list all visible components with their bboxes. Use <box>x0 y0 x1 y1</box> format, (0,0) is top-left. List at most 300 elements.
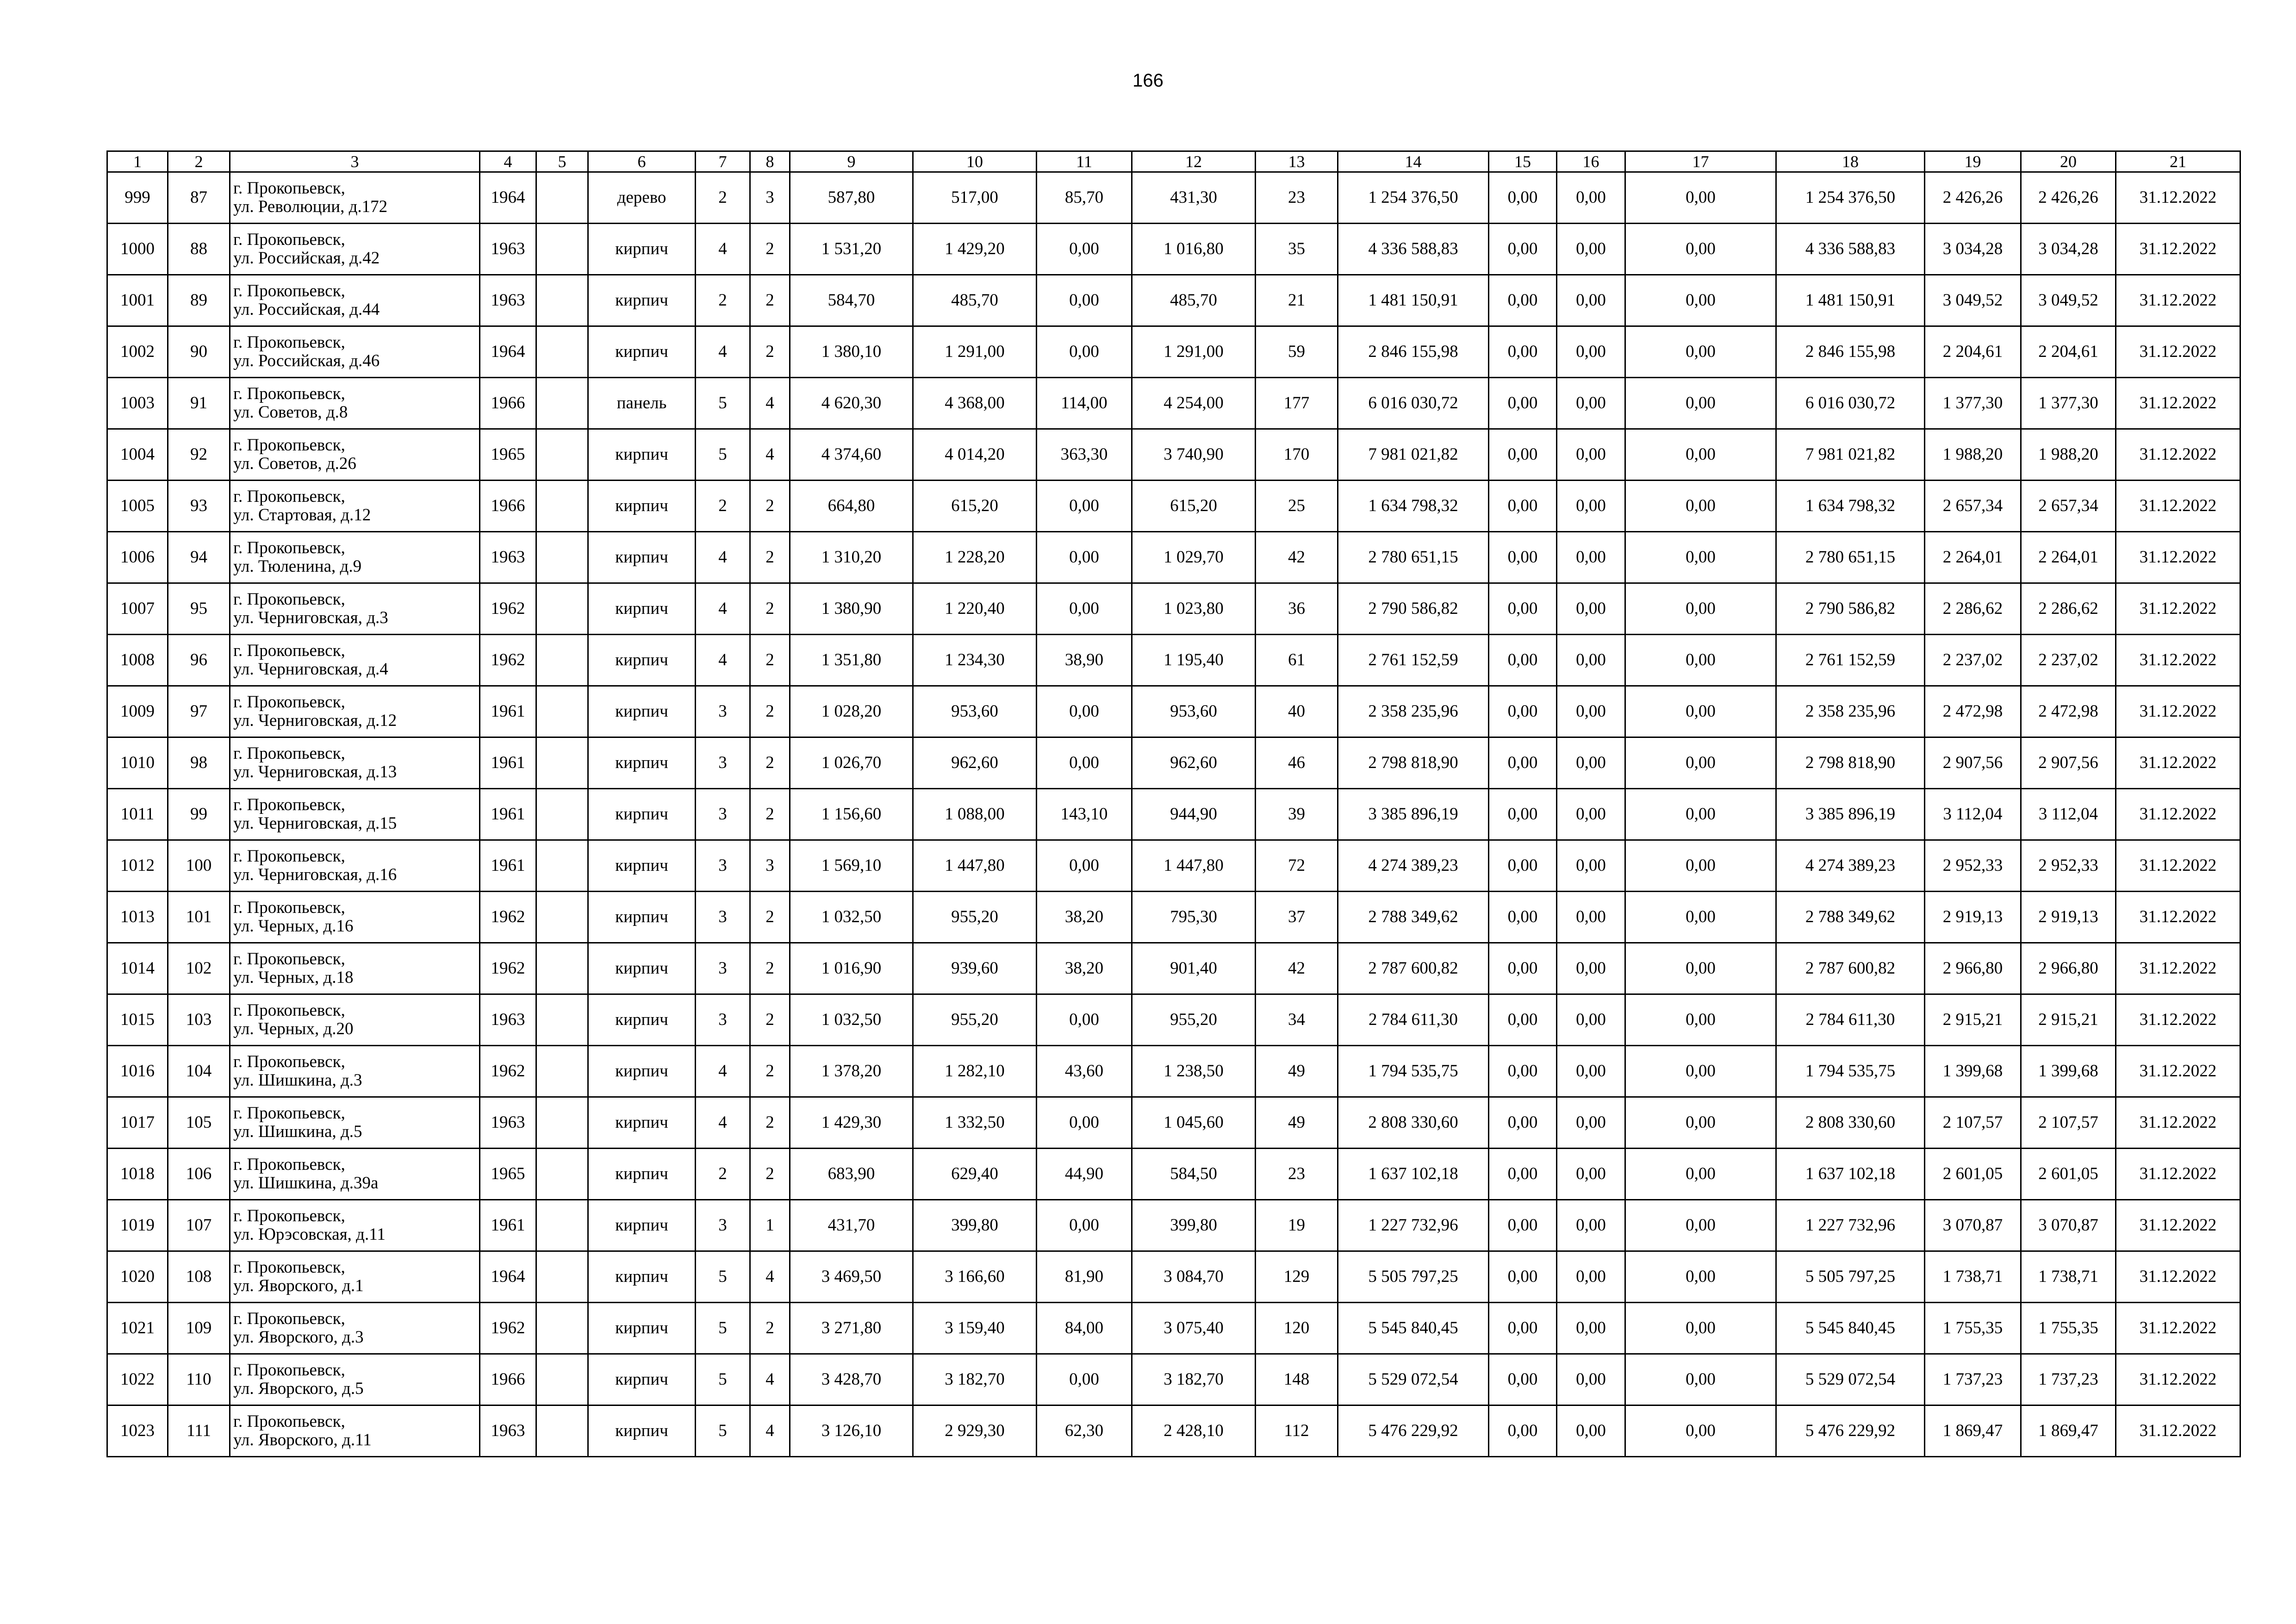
cell-idx: 107 <box>168 1200 230 1251</box>
cell-floors: 4 <box>696 224 750 275</box>
column-header-9: 9 <box>790 151 913 172</box>
column-header-19: 19 <box>1925 151 2021 172</box>
cell-entrances: 2 <box>750 1097 790 1149</box>
cell-entrances: 2 <box>750 943 790 994</box>
cell-c5 <box>536 943 588 994</box>
cell-year: 1963 <box>480 224 536 275</box>
cell-area-total: 1 016,90 <box>790 943 913 994</box>
cell-idx: 91 <box>168 378 230 429</box>
cell-material: кирпич <box>588 224 696 275</box>
cell-unit-cost: 2 601,05 <box>1925 1149 2021 1200</box>
cell-no: 1002 <box>107 326 168 378</box>
cell-cost-owners: 2 788 349,62 <box>1776 892 1925 943</box>
cell-area-nonres: 0,00 <box>1037 1097 1132 1149</box>
cell-c15: 0,00 <box>1489 378 1557 429</box>
address-city: г. Прокопьевск, <box>233 1412 345 1431</box>
table-row <box>107 172 2240 224</box>
cell-idx: 89 <box>168 275 230 326</box>
address-city: г. Прокопьевск, <box>233 436 345 455</box>
cell-c16: 0,00 <box>1557 583 1625 635</box>
address-street: ул. Российская, д.46 <box>233 351 380 370</box>
address-city: г. Прокопьевск, <box>233 333 345 352</box>
cell-material: кирпич <box>588 532 696 583</box>
column-header-12: 12 <box>1132 151 1256 172</box>
cell-c16: 0,00 <box>1557 326 1625 378</box>
cell-residents: 46 <box>1256 737 1338 789</box>
cell-unit-cost: 1 377,30 <box>1925 378 2021 429</box>
cell-material: кирпич <box>588 1251 696 1303</box>
address-city: г. Прокопьевск, <box>233 949 345 968</box>
cell-year: 1965 <box>480 1149 536 1200</box>
cell-area-nonres: 38,20 <box>1037 943 1132 994</box>
cell-area-total: 431,70 <box>790 1200 913 1251</box>
cell-area-premises: 955,20 <box>913 892 1037 943</box>
cell-unit-cost: 2 472,98 <box>1925 686 2021 737</box>
cell-no: 1023 <box>107 1405 168 1457</box>
cell-area-premises: 399,80 <box>913 1200 1037 1251</box>
cell-entrances: 2 <box>750 532 790 583</box>
cell-residents: 34 <box>1256 994 1338 1046</box>
cell-floors: 3 <box>696 789 750 840</box>
cell-c15: 0,00 <box>1489 429 1557 481</box>
cell-year: 1964 <box>480 172 536 224</box>
cell-idx: 102 <box>168 943 230 994</box>
cell-cost-total: 6 016 030,72 <box>1338 378 1489 429</box>
cell-address <box>230 429 480 481</box>
cell-floors: 5 <box>696 429 750 481</box>
cell-unit-cost-max: 2 286,62 <box>2021 583 2116 635</box>
cell-year: 1963 <box>480 275 536 326</box>
cell-c15: 0,00 <box>1489 1251 1557 1303</box>
cell-c17: 0,00 <box>1625 1354 1776 1405</box>
cell-area-nonres: 0,00 <box>1037 583 1132 635</box>
column-header-15: 15 <box>1489 151 1557 172</box>
cell-area-nonres: 0,00 <box>1037 481 1132 532</box>
cell-year: 1962 <box>480 1046 536 1097</box>
address-city: г. Прокопьевск, <box>233 1361 345 1380</box>
cell-address <box>230 172 480 224</box>
cell-unit-cost-max: 2 907,56 <box>2021 737 2116 789</box>
cell-residents: 25 <box>1256 481 1338 532</box>
cell-entrances: 2 <box>750 994 790 1046</box>
address-street: ул. Тюленина, д.9 <box>233 557 362 576</box>
cell-unit-cost-max: 2 915,21 <box>2021 994 2116 1046</box>
cell-floors: 3 <box>696 943 750 994</box>
cell-cost-total: 5 545 840,45 <box>1338 1303 1489 1354</box>
cell-residents: 40 <box>1256 686 1338 737</box>
cell-no: 1022 <box>107 1354 168 1405</box>
cell-deadline: 31.12.2022 <box>2116 429 2240 481</box>
cell-floors: 4 <box>696 1097 750 1149</box>
address-street: ул. Шишкина, д.39а <box>233 1174 379 1193</box>
cell-address <box>230 892 480 943</box>
cell-floors: 3 <box>696 737 750 789</box>
cell-c15: 0,00 <box>1489 635 1557 686</box>
cell-deadline: 31.12.2022 <box>2116 326 2240 378</box>
cell-area-premises: 1 447,80 <box>913 840 1037 892</box>
cell-no: 1003 <box>107 378 168 429</box>
cell-unit-cost: 1 399,68 <box>1925 1046 2021 1097</box>
cell-deadline: 31.12.2022 <box>2116 378 2240 429</box>
cell-deadline: 31.12.2022 <box>2116 1405 2240 1457</box>
cell-entrances: 3 <box>750 172 790 224</box>
cell-c17: 0,00 <box>1625 737 1776 789</box>
cell-entrances: 3 <box>750 840 790 892</box>
cell-area-nonres: 0,00 <box>1037 994 1132 1046</box>
cell-area-total: 683,90 <box>790 1149 913 1200</box>
column-header-1: 1 <box>107 151 168 172</box>
cell-area-nonres: 143,10 <box>1037 789 1132 840</box>
address-city: г. Прокопьевск, <box>233 1258 345 1277</box>
cell-unit-cost-max: 2 657,34 <box>2021 481 2116 532</box>
cell-deadline: 31.12.2022 <box>2116 224 2240 275</box>
cell-unit-cost-max: 3 112,04 <box>2021 789 2116 840</box>
cell-year: 1963 <box>480 532 536 583</box>
cell-residents: 35 <box>1256 224 1338 275</box>
cell-c15: 0,00 <box>1489 892 1557 943</box>
cell-cost-owners: 2 790 586,82 <box>1776 583 1925 635</box>
cell-material: кирпич <box>588 1046 696 1097</box>
table-header <box>107 151 2240 172</box>
cell-cost-total: 1 637 102,18 <box>1338 1149 1489 1200</box>
cell-area-premises: 4 014,20 <box>913 429 1037 481</box>
cell-area-res: 944,90 <box>1132 789 1256 840</box>
cell-cost-owners: 2 780 651,15 <box>1776 532 1925 583</box>
cell-unit-cost: 2 107,57 <box>1925 1097 2021 1149</box>
cell-cost-total: 7 981 021,82 <box>1338 429 1489 481</box>
cell-entrances: 4 <box>750 1251 790 1303</box>
cell-deadline: 31.12.2022 <box>2116 1251 2240 1303</box>
cell-entrances: 2 <box>750 1046 790 1097</box>
column-header-13: 13 <box>1256 151 1338 172</box>
address-street: ул. Российская, д.42 <box>233 249 380 268</box>
cell-unit-cost-max: 3 049,52 <box>2021 275 2116 326</box>
cell-cost-owners: 2 846 155,98 <box>1776 326 1925 378</box>
column-header-14: 14 <box>1338 151 1489 172</box>
cell-c16: 0,00 <box>1557 481 1625 532</box>
cell-material: кирпич <box>588 943 696 994</box>
cell-area-nonres: 0,00 <box>1037 1354 1132 1405</box>
cell-cost-owners: 1 227 732,96 <box>1776 1200 1925 1251</box>
cell-entrances: 4 <box>750 378 790 429</box>
address-city: г. Прокопьевск, <box>233 693 345 712</box>
cell-idx: 90 <box>168 326 230 378</box>
cell-floors: 2 <box>696 172 750 224</box>
cell-cost-owners: 2 358 235,96 <box>1776 686 1925 737</box>
column-header-20: 20 <box>2021 151 2116 172</box>
address-street: ул. Черниговская, д.13 <box>233 762 397 781</box>
cell-area-total: 1 380,10 <box>790 326 913 378</box>
address-city: г. Прокопьевск, <box>233 384 345 403</box>
cell-unit-cost: 3 049,52 <box>1925 275 2021 326</box>
cell-floors: 3 <box>696 892 750 943</box>
column-header-16: 16 <box>1557 151 1625 172</box>
cell-c15: 0,00 <box>1489 224 1557 275</box>
cell-c15: 0,00 <box>1489 583 1557 635</box>
cell-cost-owners: 1 637 102,18 <box>1776 1149 1925 1200</box>
cell-year: 1961 <box>480 737 536 789</box>
cell-unit-cost: 2 657,34 <box>1925 481 2021 532</box>
cell-no: 999 <box>107 172 168 224</box>
address-street: ул. Революции, д.172 <box>233 197 388 216</box>
cell-c16: 0,00 <box>1557 172 1625 224</box>
cell-unit-cost: 1 869,47 <box>1925 1405 2021 1457</box>
cell-unit-cost: 2 264,01 <box>1925 532 2021 583</box>
cell-idx: 96 <box>168 635 230 686</box>
cell-c15: 0,00 <box>1489 1149 1557 1200</box>
cell-residents: 72 <box>1256 840 1338 892</box>
cell-c5 <box>536 429 588 481</box>
cell-unit-cost: 2 907,56 <box>1925 737 2021 789</box>
cell-area-res: 4 254,00 <box>1132 378 1256 429</box>
cell-c17: 0,00 <box>1625 275 1776 326</box>
cell-c16: 0,00 <box>1557 532 1625 583</box>
column-header-17: 17 <box>1625 151 1776 172</box>
cell-c16: 0,00 <box>1557 789 1625 840</box>
cell-c16: 0,00 <box>1557 1303 1625 1354</box>
cell-c5 <box>536 172 588 224</box>
cell-area-nonres: 0,00 <box>1037 840 1132 892</box>
cell-unit-cost: 1 737,23 <box>1925 1354 2021 1405</box>
cell-year: 1966 <box>480 481 536 532</box>
address-street: ул. Черниговская, д.15 <box>233 814 397 833</box>
cell-cost-owners: 6 016 030,72 <box>1776 378 1925 429</box>
cell-entrances: 4 <box>750 429 790 481</box>
cell-unit-cost: 2 966,80 <box>1925 943 2021 994</box>
cell-area-res: 615,20 <box>1132 481 1256 532</box>
table-row <box>107 532 2240 583</box>
cell-area-res: 3 084,70 <box>1132 1251 1256 1303</box>
cell-cost-total: 2 846 155,98 <box>1338 326 1489 378</box>
cell-deadline: 31.12.2022 <box>2116 583 2240 635</box>
cell-address <box>230 275 480 326</box>
cell-residents: 148 <box>1256 1354 1338 1405</box>
address-city: г. Прокопьевск, <box>233 590 345 609</box>
cell-address <box>230 1354 480 1405</box>
cell-unit-cost: 2 915,21 <box>1925 994 2021 1046</box>
cell-area-total: 3 126,10 <box>790 1405 913 1457</box>
address-street: ул. Юрэсовская, д.11 <box>233 1225 386 1244</box>
cell-unit-cost: 3 034,28 <box>1925 224 2021 275</box>
cell-c15: 0,00 <box>1489 1046 1557 1097</box>
cell-c5 <box>536 1251 588 1303</box>
cell-no: 1007 <box>107 583 168 635</box>
cell-c17: 0,00 <box>1625 789 1776 840</box>
cell-address <box>230 635 480 686</box>
cell-area-res: 1 016,80 <box>1132 224 1256 275</box>
cell-c5 <box>536 1200 588 1251</box>
cell-material: кирпич <box>588 840 696 892</box>
cell-area-nonres: 81,90 <box>1037 1251 1132 1303</box>
cell-c5 <box>536 635 588 686</box>
cell-material: кирпич <box>588 1097 696 1149</box>
table-row <box>107 789 2240 840</box>
cell-address <box>230 686 480 737</box>
cell-entrances: 4 <box>750 1354 790 1405</box>
cell-year: 1964 <box>480 1251 536 1303</box>
table-row <box>107 1354 2240 1405</box>
cell-c17: 0,00 <box>1625 1251 1776 1303</box>
cell-address <box>230 326 480 378</box>
cell-deadline: 31.12.2022 <box>2116 1149 2240 1200</box>
page-number: 166 <box>1132 70 1164 91</box>
cell-area-premises: 517,00 <box>913 172 1037 224</box>
cell-floors: 4 <box>696 532 750 583</box>
cell-deadline: 31.12.2022 <box>2116 635 2240 686</box>
cell-c5 <box>536 1149 588 1200</box>
cell-area-nonres: 43,60 <box>1037 1046 1132 1097</box>
cell-address <box>230 583 480 635</box>
cell-idx: 100 <box>168 840 230 892</box>
cell-c5 <box>536 481 588 532</box>
cell-floors: 4 <box>696 583 750 635</box>
cell-cost-owners: 4 274 389,23 <box>1776 840 1925 892</box>
cell-idx: 94 <box>168 532 230 583</box>
cell-c5 <box>536 840 588 892</box>
table-row <box>107 481 2240 532</box>
cell-area-res: 795,30 <box>1132 892 1256 943</box>
cell-residents: 23 <box>1256 1149 1338 1200</box>
address-city: г. Прокопьевск, <box>233 898 345 917</box>
cell-no: 1018 <box>107 1149 168 1200</box>
cell-entrances: 2 <box>750 635 790 686</box>
cell-material: кирпич <box>588 583 696 635</box>
cell-c5 <box>536 892 588 943</box>
cell-entrances: 2 <box>750 737 790 789</box>
cell-deadline: 31.12.2022 <box>2116 481 2240 532</box>
cell-area-premises: 1 220,40 <box>913 583 1037 635</box>
cell-entrances: 2 <box>750 1149 790 1200</box>
cell-idx: 99 <box>168 789 230 840</box>
cell-area-res: 1 238,50 <box>1132 1046 1256 1097</box>
address-street: ул. Стартовая, д.12 <box>233 506 371 525</box>
cell-material: дерево <box>588 172 696 224</box>
cell-idx: 98 <box>168 737 230 789</box>
cell-no: 1012 <box>107 840 168 892</box>
cell-area-res: 1 023,80 <box>1132 583 1256 635</box>
cell-year: 1961 <box>480 1200 536 1251</box>
cell-c16: 0,00 <box>1557 1405 1625 1457</box>
address-street: ул. Российская, д.44 <box>233 300 380 319</box>
cell-cost-total: 2 788 349,62 <box>1338 892 1489 943</box>
cell-year: 1961 <box>480 789 536 840</box>
cell-cost-total: 1 254 376,50 <box>1338 172 1489 224</box>
cell-c17: 0,00 <box>1625 1303 1776 1354</box>
cell-c16: 0,00 <box>1557 1097 1625 1149</box>
cell-area-premises: 4 368,00 <box>913 378 1037 429</box>
cell-idx: 88 <box>168 224 230 275</box>
address-city: г. Прокопьевск, <box>233 641 345 660</box>
cell-c17: 0,00 <box>1625 1149 1776 1200</box>
cell-address <box>230 1046 480 1097</box>
cell-c15: 0,00 <box>1489 1354 1557 1405</box>
column-header-18: 18 <box>1776 151 1925 172</box>
cell-material: кирпич <box>588 1200 696 1251</box>
cell-floors: 5 <box>696 378 750 429</box>
cell-deadline: 31.12.2022 <box>2116 892 2240 943</box>
address-street: ул. Яворского, д.11 <box>233 1430 372 1449</box>
cell-c15: 0,00 <box>1489 994 1557 1046</box>
cell-c16: 0,00 <box>1557 429 1625 481</box>
cell-deadline: 31.12.2022 <box>2116 686 2240 737</box>
cell-cost-total: 1 481 150,91 <box>1338 275 1489 326</box>
cell-c5 <box>536 275 588 326</box>
cell-no: 1005 <box>107 481 168 532</box>
cell-c17: 0,00 <box>1625 1097 1776 1149</box>
cell-c5 <box>536 1303 588 1354</box>
column-header-2: 2 <box>168 151 230 172</box>
cell-unit-cost-max: 2 426,26 <box>2021 172 2116 224</box>
cell-floors: 5 <box>696 1303 750 1354</box>
cell-area-nonres: 363,30 <box>1037 429 1132 481</box>
cell-area-total: 1 380,90 <box>790 583 913 635</box>
cell-cost-total: 2 784 611,30 <box>1338 994 1489 1046</box>
cell-no: 1015 <box>107 994 168 1046</box>
cell-year: 1961 <box>480 840 536 892</box>
cell-material: кирпич <box>588 326 696 378</box>
address-city: г. Прокопьевск, <box>233 1104 345 1123</box>
cell-area-total: 587,80 <box>790 172 913 224</box>
cell-residents: 129 <box>1256 1251 1338 1303</box>
cell-area-premises: 615,20 <box>913 481 1037 532</box>
cell-cost-owners: 3 385 896,19 <box>1776 789 1925 840</box>
cell-entrances: 2 <box>750 686 790 737</box>
cell-c16: 0,00 <box>1557 1149 1625 1200</box>
table-row <box>107 1097 2240 1149</box>
cell-address <box>230 1097 480 1149</box>
cell-c17: 0,00 <box>1625 892 1776 943</box>
cell-idx: 108 <box>168 1251 230 1303</box>
cell-no: 1014 <box>107 943 168 994</box>
cell-unit-cost-max: 1 737,23 <box>2021 1354 2116 1405</box>
cell-area-res: 1 045,60 <box>1132 1097 1256 1149</box>
cell-residents: 49 <box>1256 1046 1338 1097</box>
cell-year: 1962 <box>480 1303 536 1354</box>
cell-floors: 4 <box>696 326 750 378</box>
cell-area-premises: 1 088,00 <box>913 789 1037 840</box>
cell-area-premises: 1 282,10 <box>913 1046 1037 1097</box>
cell-area-res: 953,60 <box>1132 686 1256 737</box>
cell-floors: 4 <box>696 1046 750 1097</box>
cell-floors: 3 <box>696 840 750 892</box>
address-city: г. Прокопьевск, <box>233 487 345 506</box>
cell-idx: 111 <box>168 1405 230 1457</box>
header-row <box>107 151 2240 172</box>
cell-deadline: 31.12.2022 <box>2116 943 2240 994</box>
cell-cost-total: 2 780 651,15 <box>1338 532 1489 583</box>
cell-residents: 37 <box>1256 892 1338 943</box>
table-row <box>107 635 2240 686</box>
table-row <box>107 224 2240 275</box>
cell-unit-cost-max: 1 755,35 <box>2021 1303 2116 1354</box>
cell-material: кирпич <box>588 275 696 326</box>
cell-idx: 110 <box>168 1354 230 1405</box>
cell-unit-cost-max: 2 966,80 <box>2021 943 2116 994</box>
cell-area-premises: 1 332,50 <box>913 1097 1037 1149</box>
cell-c17: 0,00 <box>1625 1046 1776 1097</box>
cell-area-total: 1 378,20 <box>790 1046 913 1097</box>
cell-cost-total: 2 790 586,82 <box>1338 583 1489 635</box>
cell-c16: 0,00 <box>1557 1200 1625 1251</box>
cell-c15: 0,00 <box>1489 943 1557 994</box>
table-row <box>107 429 2240 481</box>
cell-address <box>230 737 480 789</box>
cell-cost-total: 2 808 330,60 <box>1338 1097 1489 1149</box>
cell-address <box>230 1303 480 1354</box>
cell-c17: 0,00 <box>1625 994 1776 1046</box>
cell-c16: 0,00 <box>1557 224 1625 275</box>
cell-area-premises: 939,60 <box>913 943 1037 994</box>
